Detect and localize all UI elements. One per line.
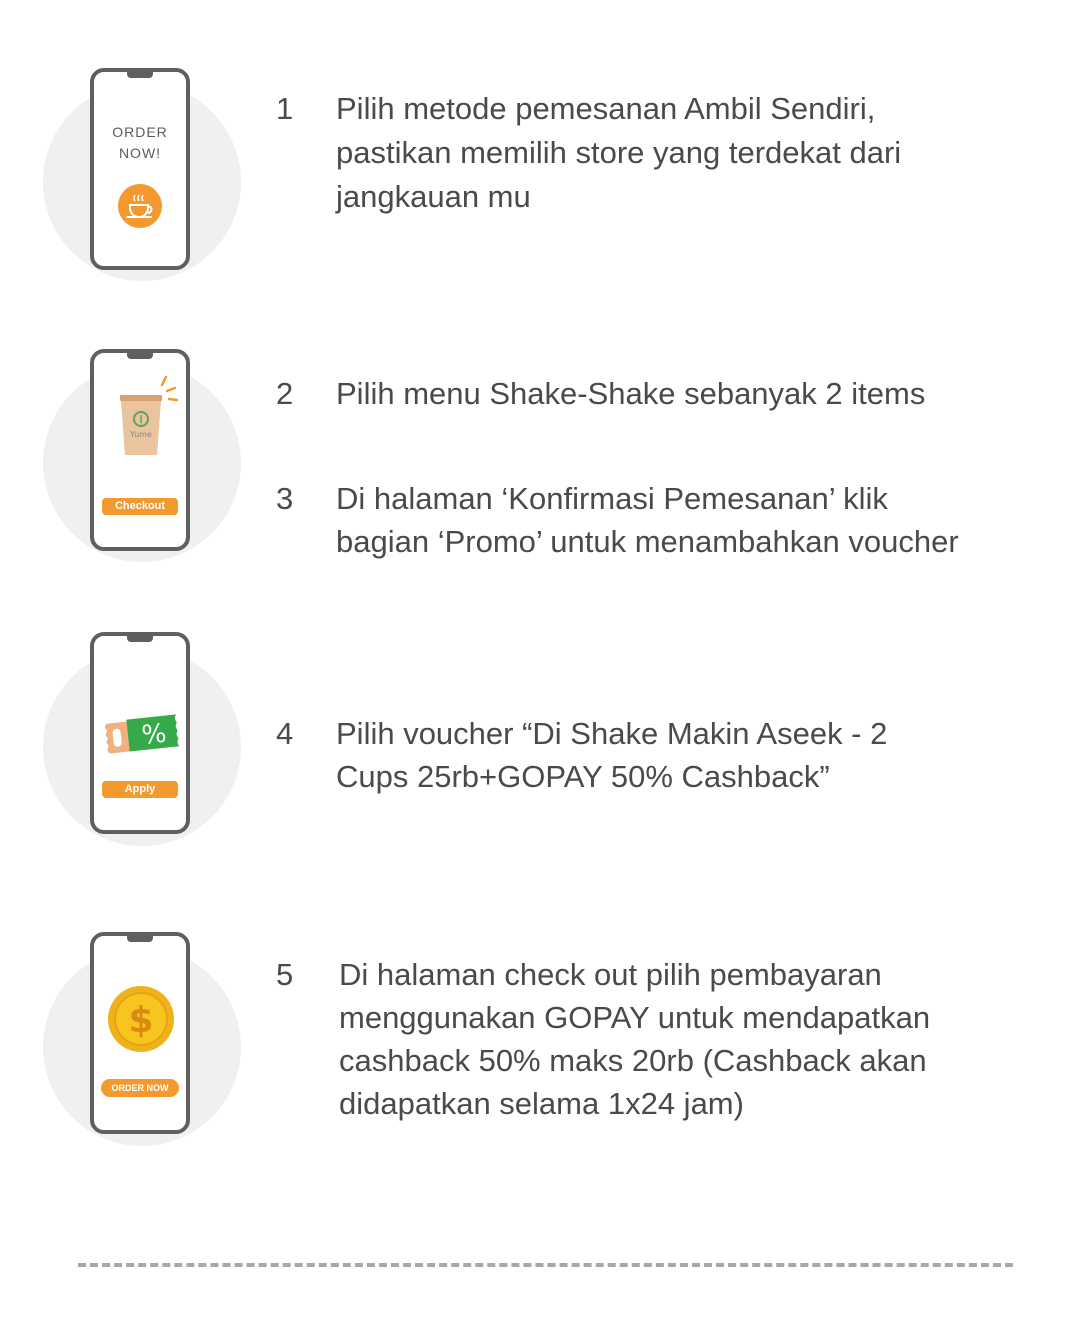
checkout-button[interactable]: Checkout [102,498,178,515]
gold-coin-icon [107,985,175,1053]
order-text-line2: NOW! [118,145,162,161]
phone-notch [127,936,153,942]
apply-button[interactable]: Apply [102,781,178,798]
phone-order [90,68,190,270]
drink-cup-icon [114,375,180,459]
phone-checkout [90,349,190,551]
voucher-ticket-icon [102,712,184,758]
step-number-4: 4 [276,716,294,751]
dashed-divider [78,1263,1013,1267]
phone-notch [127,72,153,78]
step-number-5: 5 [276,957,294,992]
phone-notch [127,636,153,642]
svg-text:%: % [140,718,168,752]
phone-notch [127,353,153,359]
step-number-2: 2 [276,376,294,411]
coffee-cup-icon [118,184,162,228]
step-number-3: 3 [276,481,294,516]
step-number-1: 1 [276,91,294,126]
order-text-line1: ORDER [112,124,168,140]
svg-text:$: $ [128,1000,154,1041]
svg-text:Yume: Yume [130,430,152,439]
phone-pay [90,932,190,1134]
order-now-button[interactable]: ORDER NOW [101,1079,179,1097]
phone-apply [90,632,190,834]
